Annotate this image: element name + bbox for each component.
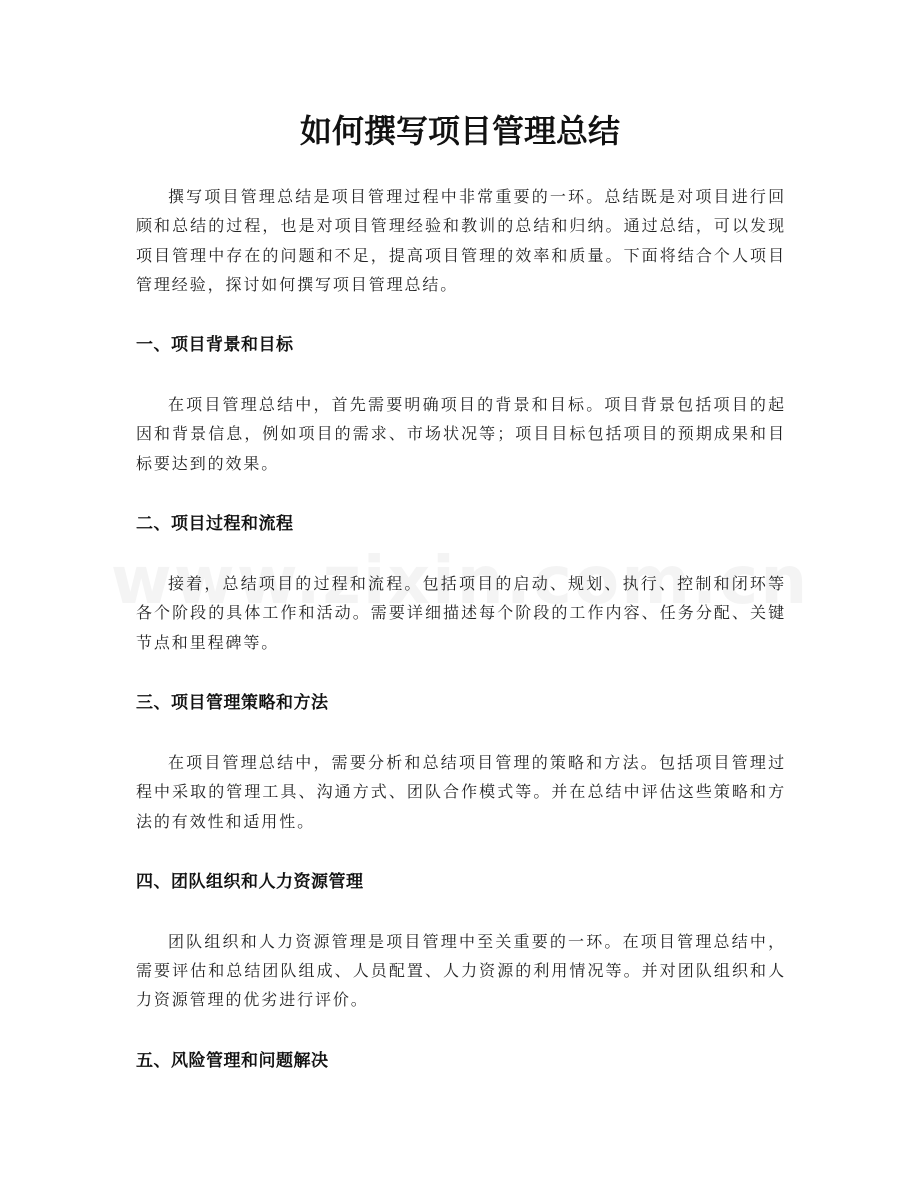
section-body-process: 接着，总结项目的过程和流程。包括项目的启动、规划、执行、控制和闭环等各个阶段的具体工作和活动。需要详细描述每个阶段的工作内容、任务分配、关键节点和里程碑等。: [136, 574, 786, 652]
section-heading-team: 四、团队组织和人力资源管理: [136, 871, 364, 892]
section-body-strategy: 在项目管理总结中，需要分析和总结项目管理的策略和方法。包括项目管理过程中采取的管理工具、沟通方式、团队合作模式等。并在总结中评估这些策略和方法的有效性和适用性。: [136, 752, 786, 831]
document-body: [136, 182, 786, 1073]
section-body-background: 在项目管理总结中，首先需要明确项目的背景和目标。项目背景包括项目的起因和背景信息，例如项目的需求、市场状况等；项目目标包括项目的预期成果和目标要达到的效果。: [136, 395, 786, 473]
intro-paragraph: 撰写项目管理总结是项目管理过程中非常重要的一环。总结既是对项目进行回顾和总结的过程，也是对项目管理经验和教训的总结和归纳。通过总结，可以发现项目管理中存在的问题和不足，提高项目管理的效率和质量。下面将结合个人项目管理经验，探讨如何撰写项目管理总结。: [136, 187, 786, 294]
section-heading-background: 一、项目背景和目标: [136, 335, 294, 356]
section-heading-risk: 五、风险管理和问题解决: [136, 1050, 329, 1071]
document-title: 如何撰写项目管理总结: [299, 112, 620, 150]
section-heading-process: 二、项目过程和流程: [136, 514, 294, 535]
section-body-team: 团队组织和人力资源管理是项目管理中至关重要的一环。在项目管理总结中，需要评估和总结团队组成、人员配置、人力资源的利用情况等。并对团队组织和人力资源管理的优劣进行评价。: [136, 931, 786, 1010]
section-heading-strategy: 三、项目管理策略和方法: [136, 692, 329, 713]
